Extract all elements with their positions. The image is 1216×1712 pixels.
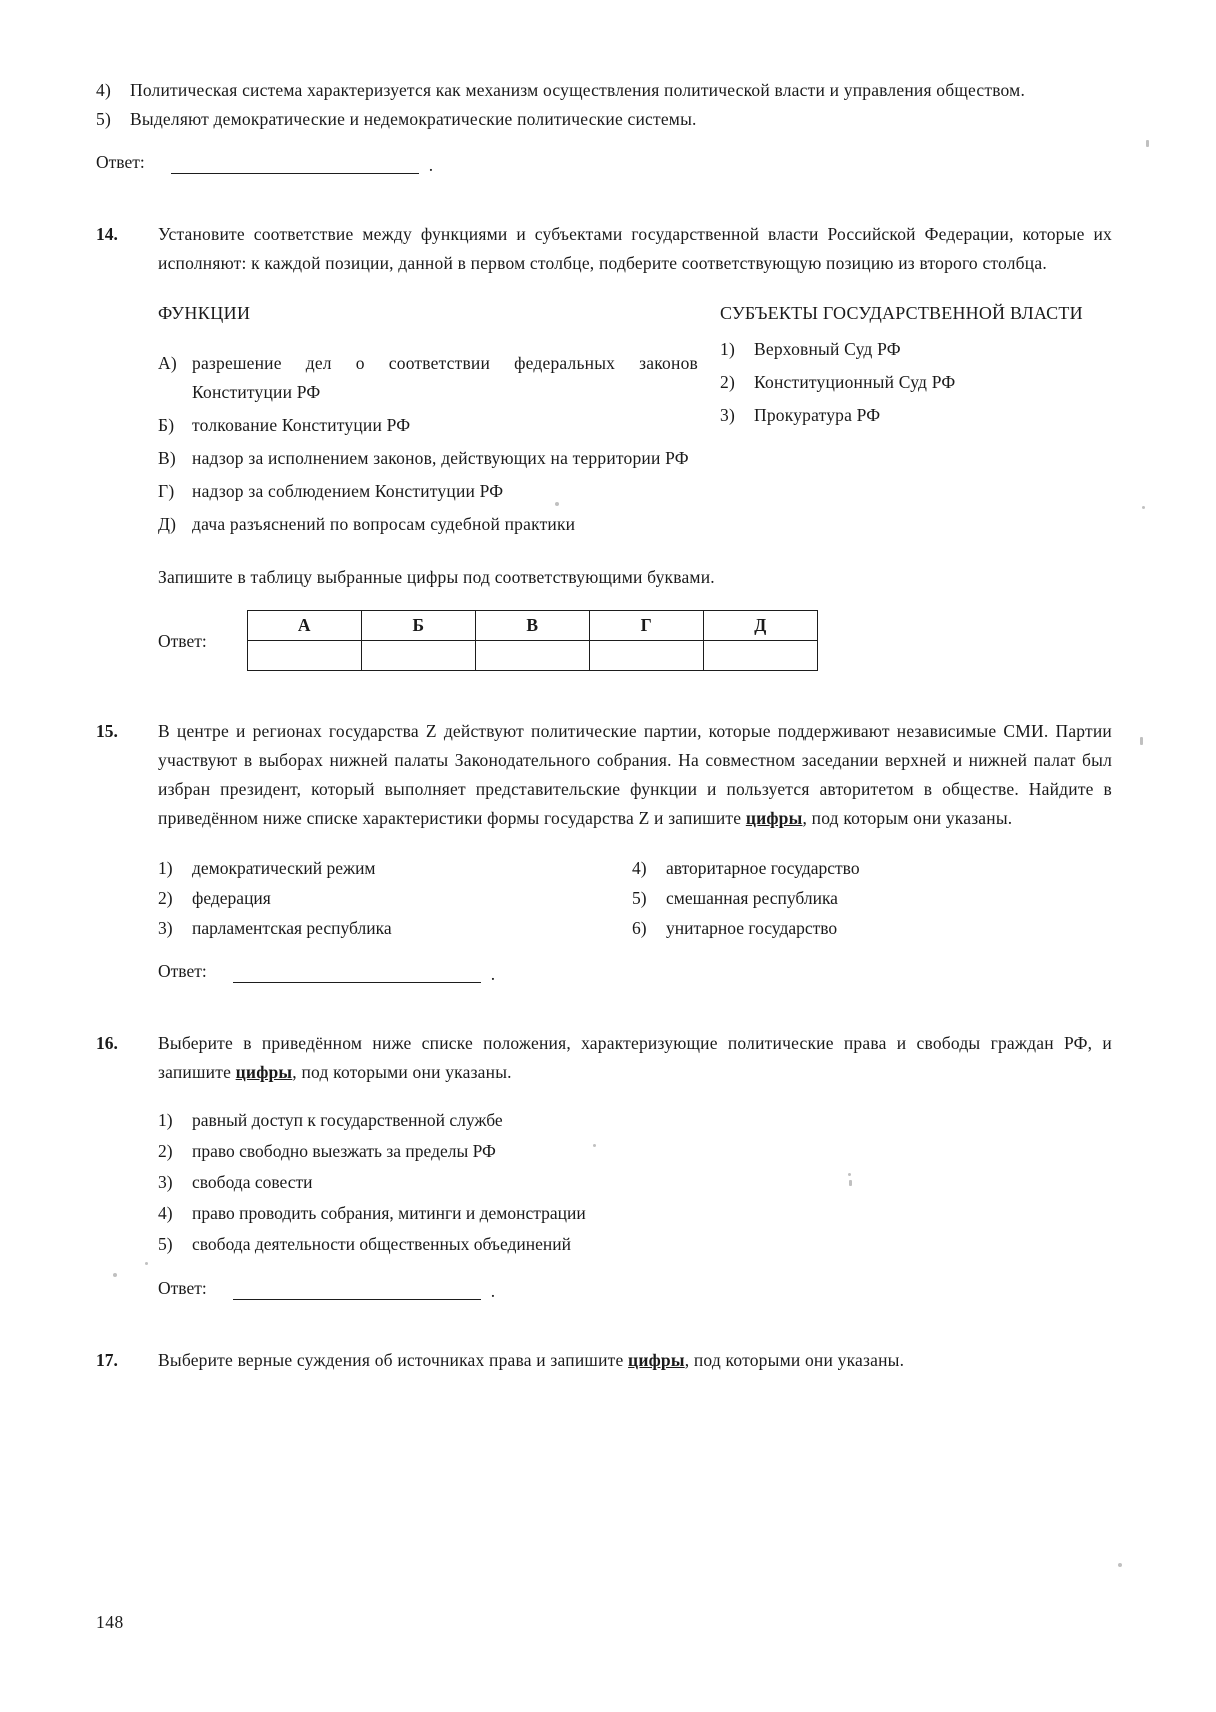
question-prompt: Установите соответствие между функциями и субъектами государственной власти Российской Федерации, которые их исполняют: к каждой позиции, данной в первом столбце, подберите соответствующую позицию из второго столбца. — [158, 224, 1112, 273]
list-item-text: свобода деятельности общественных объединений — [192, 1234, 572, 1254]
table-row — [247, 641, 817, 671]
table-header-cell: Д — [703, 611, 817, 641]
scan-speck — [1146, 140, 1149, 147]
options-grid — [158, 853, 1112, 943]
list-item-marker: 3) — [158, 918, 173, 938]
answer-label: Ответ: — [158, 1278, 207, 1298]
question-prompt — [158, 1029, 1112, 1087]
list-item — [632, 853, 1068, 883]
list-item-marker: 4) — [96, 80, 111, 100]
table-header-cell: Г — [589, 611, 703, 641]
list-item-marker: 4) — [158, 1203, 173, 1223]
list-item-text: Выделяют демократические и недемократические политические системы. — [130, 109, 697, 129]
list-item — [158, 349, 698, 407]
answer-period: . — [428, 155, 434, 175]
question-prompt — [158, 717, 1112, 833]
answer-period: . — [490, 1281, 496, 1301]
list-item — [158, 444, 698, 473]
list-item-text: Прокуратура РФ — [754, 405, 881, 425]
list-item-text: Конституционный Суд РФ — [754, 372, 956, 392]
list-item-marker: 5) — [158, 1234, 173, 1254]
list-item-text: парламентская республика — [192, 918, 392, 938]
list-item — [720, 335, 1112, 364]
list-item-marker: Д) — [158, 514, 177, 534]
table-header-cell: В — [475, 611, 589, 641]
question-number: 17. — [96, 1350, 118, 1370]
page-number: 148 — [96, 1612, 124, 1632]
list-item-marker: 6) — [632, 918, 647, 938]
question-16 — [96, 1029, 1112, 1300]
question-number: 16. — [96, 1033, 118, 1053]
answer-label: Ответ: — [158, 630, 207, 651]
list-item-text: Верховный Суд РФ — [754, 339, 901, 359]
list-item-text: равный доступ к государственной службе — [192, 1110, 503, 1130]
list-item — [158, 1229, 1112, 1260]
list-item-marker: 2) — [720, 372, 735, 392]
prompt-text-b: , под которым они указаны. — [802, 808, 1013, 828]
question-14 — [96, 220, 1112, 671]
table-input-cell[interactable] — [475, 641, 589, 671]
prompt-emphasis: цифры — [745, 808, 803, 828]
prompt-text-b: , под которыми они указаны. — [292, 1062, 512, 1082]
prompt-emphasis: цифры — [235, 1062, 293, 1082]
list-item — [158, 913, 594, 943]
functions-heading: ФУНКЦИИ — [158, 303, 251, 323]
list-item-marker: 3) — [158, 1172, 173, 1192]
prompt-text-a: Выберите в приведённом ниже списке положения, характеризующие политические права и свободы граждан РФ, и запишите — [158, 1033, 1112, 1082]
subjects-column — [698, 300, 1112, 539]
list-item-marker: 1) — [158, 858, 173, 878]
list-item — [158, 1167, 1112, 1198]
question-prompt — [158, 1346, 1112, 1375]
table-input-cell[interactable] — [589, 641, 703, 671]
list-item-marker: 4) — [632, 858, 647, 878]
list-item-text: дача разъяснений по вопросам судебной практики — [192, 514, 576, 534]
answer-input[interactable] — [233, 964, 481, 983]
list-item — [96, 105, 1112, 134]
answer-table-row — [158, 610, 1112, 671]
list-item — [96, 76, 1112, 105]
list-item-marker: 2) — [158, 888, 173, 908]
functions-column — [158, 300, 698, 539]
list-item-text: надзор за соблюдением Конституции РФ — [192, 481, 504, 501]
list-item-marker: Б) — [158, 415, 175, 435]
page-content — [96, 76, 1112, 1375]
prompt-text-a: Выберите верные суждения об источниках права и запишите — [158, 1350, 629, 1370]
prompt-text-a: В центре и регионах государства Z действуют политические партии, которые поддерживают независимые СМИ. Партии участвуют в выборах нижней палаты Законодательного собрания. На совместном заседании верхней и нижней палат был избран президент, который выполняет представительские функции и пользуется авторитетом в обществе. Найдите в приведённом ниже списке характеристики формы государства Z и запишите — [158, 721, 1112, 828]
answer-label: Ответ: — [96, 152, 145, 172]
list-item-text: унитарное государство — [666, 918, 838, 938]
list-item — [158, 1136, 1112, 1167]
list-item — [158, 853, 594, 883]
scan-speck — [1140, 737, 1143, 745]
list-item — [158, 477, 698, 506]
answer-input[interactable] — [233, 1281, 481, 1300]
list-item — [158, 411, 698, 440]
answer-period: . — [490, 964, 496, 984]
list-item-text: право свободно выезжать за пределы РФ — [192, 1141, 496, 1161]
question-17 — [96, 1346, 1112, 1375]
answer-input[interactable] — [171, 155, 419, 174]
table-header-cell: А — [247, 611, 361, 641]
table-row-headers — [247, 611, 817, 641]
list-item — [632, 883, 1068, 913]
prompt-text-b: , под которыми они указаны. — [684, 1350, 905, 1370]
list-item-text: толкование Конституции РФ — [192, 415, 411, 435]
list-item — [158, 510, 698, 539]
table-input-cell[interactable] — [703, 641, 817, 671]
list-item-marker: В) — [158, 448, 176, 468]
list-item-text: надзор за исполнением законов, действующих на территории РФ — [192, 448, 689, 468]
list-item-text: свобода совести — [192, 1172, 313, 1192]
matching-columns — [158, 300, 1112, 539]
scan-speck — [1142, 506, 1145, 509]
list-item — [158, 1105, 1112, 1136]
list-item-marker: 5) — [632, 888, 647, 908]
list-item-marker: 3) — [720, 405, 735, 425]
question-15 — [96, 717, 1112, 983]
list-item-text: авторитарное государство — [666, 858, 860, 878]
list-item-marker: 1) — [158, 1110, 173, 1130]
list-item-marker: 5) — [96, 109, 111, 129]
continued-options-list — [96, 76, 1112, 134]
table-header-cell: Б — [361, 611, 475, 641]
list-item-text: разрешение дел о соответствии федеральных законов Конституции РФ — [192, 353, 698, 402]
options-column-left — [158, 853, 594, 943]
list-item — [720, 368, 1112, 397]
list-item-marker: А) — [158, 353, 177, 373]
list-item — [720, 401, 1112, 430]
answer-field-q16[interactable] — [158, 1276, 1112, 1300]
answer-field-q15[interactable] — [158, 959, 1112, 983]
question-number: 15. — [96, 721, 118, 741]
list-item-text: смешанная республика — [666, 888, 838, 908]
answer-label: Ответ: — [158, 961, 207, 981]
prompt-emphasis: цифры — [628, 1350, 685, 1370]
list-item-text: федерация — [192, 888, 271, 908]
answer-field-continued[interactable] — [96, 150, 1112, 174]
list-item-text: право проводить собрания, митинги и демонстрации — [192, 1203, 586, 1223]
table-instruction: Запишите в таблицу выбранные цифры под соответствующими буквами. — [158, 567, 715, 587]
scan-speck — [1118, 1563, 1122, 1567]
options-column-right — [594, 853, 1068, 943]
question-number: 14. — [96, 224, 118, 244]
list-item — [158, 1198, 1112, 1229]
table-input-cell[interactable] — [247, 641, 361, 671]
answer-table[interactable] — [247, 610, 818, 671]
list-item — [632, 913, 1068, 943]
subjects-heading: СУБЪЕКТЫ ГОСУДАРСТВЕННОЙ ВЛАСТИ — [720, 303, 1083, 323]
list-item-marker: 2) — [158, 1141, 173, 1161]
list-item-text: Политическая система характеризуется как механизм осуществления политической власти и управления обществом. — [130, 80, 1026, 100]
list-item-marker: Г) — [158, 481, 175, 501]
options-list — [158, 1105, 1112, 1260]
list-item-text: демократический режим — [192, 858, 376, 878]
table-input-cell[interactable] — [361, 641, 475, 671]
list-item — [158, 883, 594, 913]
list-item-marker: 1) — [720, 339, 735, 359]
